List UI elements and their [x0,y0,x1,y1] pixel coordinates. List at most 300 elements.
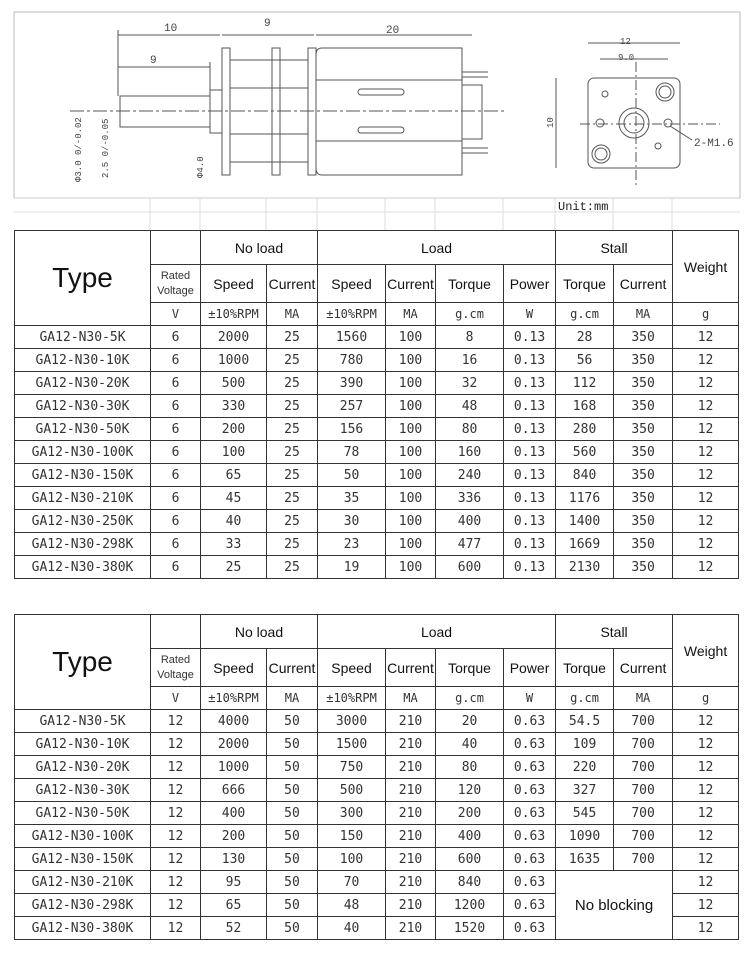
value-cell: 109 [556,733,614,756]
value-cell: 12 [151,871,201,894]
value-cell: 12 [673,825,739,848]
value-cell: 0.63 [504,871,556,894]
unit-cell: g.cm [556,303,614,326]
value-cell: 0.13 [504,464,556,487]
load-header: Load [318,615,556,649]
unit-cell: MA [267,687,318,710]
unit-cell: MA [614,303,673,326]
value-cell: 2000 [201,733,267,756]
model-name: GA12-N30-5K [15,326,151,349]
value-cell: 156 [318,418,386,441]
value-cell: 1176 [556,487,614,510]
value-cell: 50 [267,756,318,779]
value-cell: 35 [318,487,386,510]
value-cell: 25 [267,441,318,464]
value-cell: 210 [386,733,436,756]
value-cell: 700 [614,825,673,848]
value-cell: 210 [386,848,436,871]
unit-cell: V [151,687,201,710]
unit-cell: g.cm [556,687,614,710]
value-cell: 3000 [318,710,386,733]
value-cell: 12 [673,487,739,510]
stall-current-header: Current [614,265,673,303]
model-name: GA12-N30-250K [15,510,151,533]
load-current-header: Current [386,649,436,687]
value-cell: 1000 [201,349,267,372]
value-cell: 666 [201,779,267,802]
value-cell: 1520 [436,917,504,940]
value-cell: 48 [436,395,504,418]
no-load-header: No load [201,615,318,649]
value-cell: 210 [386,871,436,894]
value-cell: 0.13 [504,441,556,464]
table-row [15,802,739,825]
value-cell: 350 [614,326,673,349]
model-name: GA12-N30-10K [15,349,151,372]
value-cell: 0.13 [504,533,556,556]
value-cell: 12 [673,395,739,418]
load-torque-header: Torque [436,649,504,687]
value-cell: 12 [151,710,201,733]
dim-shaft-length: 9 [150,55,157,67]
value-cell: 12 [673,733,739,756]
value-cell: 210 [386,894,436,917]
value-cell: 168 [556,395,614,418]
value-cell: 12 [151,848,201,871]
dim-motor-length: 20 [386,25,400,37]
dim-gear-shaft-length: 10 [164,23,178,35]
unit-label: Unit:mm [558,200,609,214]
model-name: GA12-N30-210K [15,487,151,510]
value-cell: 0.63 [504,848,556,871]
value-cell: 40 [436,733,504,756]
value-cell: 50 [267,710,318,733]
value-cell: 1400 [556,510,614,533]
rated-voltage-header: Rated Voltage [151,649,201,687]
unit-cell: W [504,303,556,326]
model-name: GA12-N30-10K [15,733,151,756]
value-cell: 100 [386,464,436,487]
table-row [15,733,739,756]
model-name: GA12-N30-20K [15,756,151,779]
stall-torque-header: Torque [556,265,614,303]
value-cell: 30 [318,510,386,533]
value-cell: 25 [267,487,318,510]
value-cell: 700 [614,710,673,733]
value-cell: 2000 [201,326,267,349]
unit-cell: ±10%RPM [201,687,267,710]
value-cell: 100 [318,848,386,871]
value-cell: 350 [614,395,673,418]
value-cell: 0.13 [504,395,556,418]
value-cell: 19 [318,556,386,579]
value-cell: 700 [614,802,673,825]
value-cell: 12 [673,372,739,395]
front-view [556,43,720,185]
value-cell: 12 [673,556,739,579]
model-name: GA12-N30-50K [15,418,151,441]
value-cell: 210 [386,779,436,802]
value-cell: 100 [201,441,267,464]
unit-cell: MA [386,303,436,326]
value-cell: 78 [318,441,386,464]
blank-header [151,231,201,265]
value-cell: 100 [386,326,436,349]
value-cell: 12 [673,418,739,441]
value-cell: 112 [556,372,614,395]
value-cell: 25 [267,326,318,349]
value-cell: 12 [673,894,739,917]
load-current-header: Current [386,265,436,303]
value-cell: 100 [386,418,436,441]
model-name: GA12-N30-100K [15,441,151,464]
value-cell: 25 [267,418,318,441]
dim-hole-spacing: 9.0 [618,53,635,63]
value-cell: 65 [201,894,267,917]
hole-callout: 2-M1.6 [694,138,734,150]
value-cell: 32 [436,372,504,395]
value-cell: 50 [267,871,318,894]
table-row [15,349,739,372]
model-name: GA12-N30-50K [15,802,151,825]
value-cell: 50 [267,779,318,802]
stall-current-header: Current [614,649,673,687]
value-cell: 54.5 [556,710,614,733]
value-cell: 50 [267,733,318,756]
value-cell: 12 [673,326,739,349]
value-cell: 200 [201,418,267,441]
value-cell: 6 [151,372,201,395]
model-name: GA12-N30-30K [15,779,151,802]
value-cell: 350 [614,487,673,510]
unit-cell: ±10%RPM [201,303,267,326]
value-cell: 2130 [556,556,614,579]
no-blocking-cell: No blocking [556,871,673,940]
load-torque-header: Torque [436,265,504,303]
value-cell: 12 [151,917,201,940]
value-cell: 130 [201,848,267,871]
stall-torque-header: Torque [556,649,614,687]
value-cell: 0.13 [504,372,556,395]
value-cell: 0.63 [504,894,556,917]
dim-boss-diameter: Φ4.0 [196,156,206,178]
type-header: Type [15,615,151,710]
value-cell: 600 [436,848,504,871]
value-cell: 6 [151,418,201,441]
value-cell: 12 [673,510,739,533]
table-row [15,756,739,779]
value-cell: 50 [267,848,318,871]
value-cell: 12 [151,756,201,779]
model-name: GA12-N30-5K [15,710,151,733]
value-cell: 6 [151,533,201,556]
value-cell: 12 [673,349,739,372]
value-cell: 780 [318,349,386,372]
value-cell: 560 [556,441,614,464]
unit-cell: MA [386,687,436,710]
load-power-header: Power [504,649,556,687]
value-cell: 0.63 [504,733,556,756]
value-cell: 390 [318,372,386,395]
table-row [15,441,739,464]
unit-cell: MA [614,687,673,710]
no-load-speed-header: Speed [201,649,267,687]
value-cell: 25 [267,395,318,418]
value-cell: 350 [614,533,673,556]
value-cell: 100 [386,441,436,464]
value-cell: 210 [386,710,436,733]
value-cell: 150 [318,825,386,848]
unit-cell: g.cm [436,687,504,710]
value-cell: 330 [201,395,267,418]
value-cell: 6 [151,487,201,510]
value-cell: 400 [436,825,504,848]
value-cell: 400 [201,802,267,825]
value-cell: 0.63 [504,825,556,848]
value-cell: 600 [436,556,504,579]
value-cell: 6 [151,349,201,372]
table-row [15,848,739,871]
value-cell: 25 [267,349,318,372]
value-cell: 300 [318,802,386,825]
value-cell: 12 [151,733,201,756]
value-cell: 240 [436,464,504,487]
value-cell: 4000 [201,710,267,733]
value-cell: 350 [614,510,673,533]
load-header: Load [318,231,556,265]
value-cell: 200 [201,825,267,848]
spec-table-6v [14,230,739,579]
load-speed-header: Speed [318,265,386,303]
value-cell: 6 [151,441,201,464]
value-cell: 477 [436,533,504,556]
value-cell: 257 [318,395,386,418]
value-cell: 6 [151,510,201,533]
value-cell: 210 [386,802,436,825]
value-cell: 56 [556,349,614,372]
value-cell: 1200 [436,894,504,917]
dim-shaft-diameter: Φ3.0 0/-0.02 [74,117,84,182]
unit-cell: g [673,687,739,710]
unit-cell: V [151,303,201,326]
value-cell: 1500 [318,733,386,756]
motor-dimension-drawing [0,0,750,230]
load-speed-header: Speed [318,649,386,687]
table-row [15,395,739,418]
value-cell: 350 [614,441,673,464]
rated-voltage-header: Rated Voltage [151,265,201,303]
model-name: GA12-N30-150K [15,848,151,871]
value-cell: 80 [436,418,504,441]
value-cell: 200 [436,802,504,825]
dim-gearbox-length: 9 [264,18,271,30]
table-row [15,464,739,487]
value-cell: 6 [151,464,201,487]
dim-front-height: 10 [546,117,556,128]
value-cell: 700 [614,779,673,802]
no-load-current-header: Current [267,649,318,687]
value-cell: 100 [386,556,436,579]
value-cell: 12 [151,894,201,917]
value-cell: 12 [151,779,201,802]
table-row [15,326,739,349]
table-row [15,556,739,579]
no-load-header: No load [201,231,318,265]
unit-cell: ±10%RPM [318,303,386,326]
value-cell: 1000 [201,756,267,779]
value-cell: 350 [614,372,673,395]
value-cell: 50 [267,894,318,917]
stall-header: Stall [556,615,673,649]
value-cell: 0.13 [504,556,556,579]
value-cell: 12 [673,533,739,556]
unit-cell: ±10%RPM [318,687,386,710]
dim-front-width: 12 [620,37,631,47]
value-cell: 400 [436,510,504,533]
table-row [15,710,739,733]
value-cell: 12 [151,825,201,848]
table-row [15,533,739,556]
value-cell: 0.63 [504,710,556,733]
value-cell: 12 [673,756,739,779]
value-cell: 6 [151,556,201,579]
value-cell: 50 [267,825,318,848]
value-cell: 0.13 [504,487,556,510]
value-cell: 210 [386,756,436,779]
value-cell: 0.13 [504,418,556,441]
value-cell: 700 [614,756,673,779]
value-cell: 840 [436,871,504,894]
value-cell: 0.63 [504,802,556,825]
model-name: GA12-N30-20K [15,372,151,395]
weight-header: Weight [673,615,739,687]
unit-cell: W [504,687,556,710]
unit-cell: g [673,303,739,326]
table-row [15,510,739,533]
value-cell: 20 [436,710,504,733]
value-cell: 100 [386,372,436,395]
value-cell: 100 [386,395,436,418]
value-cell: 0.63 [504,917,556,940]
value-cell: 750 [318,756,386,779]
value-cell: 16 [436,349,504,372]
value-cell: 6 [151,395,201,418]
weight-header: Weight [673,231,739,303]
drawing-frame [14,12,740,198]
spec-table-12v [14,614,739,940]
value-cell: 8 [436,326,504,349]
value-cell: 700 [614,848,673,871]
value-cell: 25 [267,464,318,487]
value-cell: 350 [614,418,673,441]
value-cell: 1560 [318,326,386,349]
unit-cell: MA [267,303,318,326]
value-cell: 65 [201,464,267,487]
table-row [15,418,739,441]
value-cell: 100 [386,533,436,556]
value-cell: 25 [267,510,318,533]
model-name: GA12-N30-380K [15,556,151,579]
model-name: GA12-N30-150K [15,464,151,487]
value-cell: 50 [267,802,318,825]
value-cell: 210 [386,825,436,848]
value-cell: 700 [614,733,673,756]
value-cell: 80 [436,756,504,779]
value-cell: 95 [201,871,267,894]
value-cell: 33 [201,533,267,556]
value-cell: 12 [673,917,739,940]
value-cell: 28 [556,326,614,349]
value-cell: 25 [267,372,318,395]
value-cell: 12 [673,871,739,894]
value-cell: 12 [673,779,739,802]
no-load-speed-header: Speed [201,265,267,303]
value-cell: 0.13 [504,326,556,349]
value-cell: 220 [556,756,614,779]
value-cell: 350 [614,556,673,579]
value-cell: 50 [318,464,386,487]
model-name: GA12-N30-298K [15,894,151,917]
value-cell: 336 [436,487,504,510]
unit-cell: g.cm [436,303,504,326]
value-cell: 23 [318,533,386,556]
value-cell: 350 [614,464,673,487]
value-cell: 25 [267,556,318,579]
value-cell: 500 [318,779,386,802]
value-cell: 160 [436,441,504,464]
value-cell: 100 [386,510,436,533]
value-cell: 100 [386,349,436,372]
table-row [15,372,739,395]
model-name: GA12-N30-210K [15,871,151,894]
stall-header: Stall [556,231,673,265]
value-cell: 1635 [556,848,614,871]
value-cell: 48 [318,894,386,917]
dim-shaft-flat: 2.5 0/-0.05 [101,118,111,178]
blank-header [151,615,201,649]
model-name: GA12-N30-30K [15,395,151,418]
value-cell: 545 [556,802,614,825]
value-cell: 350 [614,349,673,372]
value-cell: 120 [436,779,504,802]
side-view [70,30,505,175]
value-cell: 6 [151,326,201,349]
value-cell: 12 [673,441,739,464]
value-cell: 45 [201,487,267,510]
value-cell: 52 [201,917,267,940]
value-cell: 0.13 [504,349,556,372]
value-cell: 840 [556,464,614,487]
model-name: GA12-N30-100K [15,825,151,848]
value-cell: 40 [201,510,267,533]
value-cell: 327 [556,779,614,802]
value-cell: 25 [267,533,318,556]
value-cell: 210 [386,917,436,940]
value-cell: 500 [201,372,267,395]
value-cell: 12 [673,848,739,871]
type-header: Type [15,231,151,326]
table-row [15,487,739,510]
value-cell: 12 [673,802,739,825]
value-cell: 1090 [556,825,614,848]
value-cell: 50 [267,917,318,940]
table-row [15,871,739,894]
table-row [15,825,739,848]
value-cell: 70 [318,871,386,894]
value-cell: 12 [673,464,739,487]
value-cell: 12 [151,802,201,825]
value-cell: 25 [201,556,267,579]
